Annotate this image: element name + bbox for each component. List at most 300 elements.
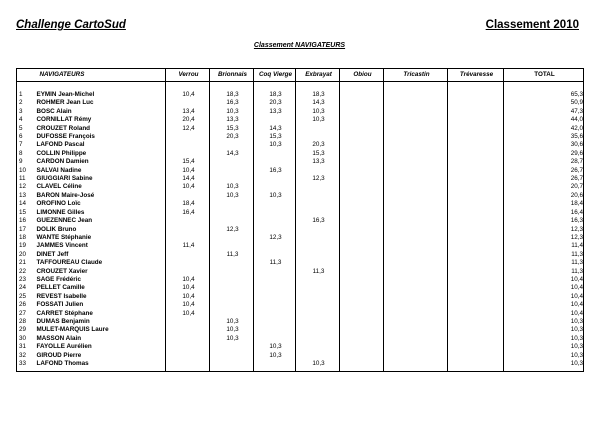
verrou-score: 12,4 <box>166 125 210 133</box>
total-score: 10,4 <box>504 293 584 301</box>
coq-vierge-score: 13,3 <box>254 108 296 116</box>
navigator-name: CROUZET Xavier <box>36 267 88 275</box>
verrou-score <box>166 234 210 242</box>
brionnais-score <box>210 209 254 217</box>
table-row <box>17 301 584 309</box>
brionnais-score: 12,3 <box>210 226 254 234</box>
table-row <box>17 242 584 250</box>
verrou-score: 10,4 <box>166 310 210 318</box>
navigator-name: TAFFOUREAU Claude <box>36 259 103 267</box>
exbrayat-score <box>296 192 340 200</box>
total-score: 10,4 <box>504 310 584 318</box>
verrou-score: 11,4 <box>166 242 210 250</box>
trevaresse-score <box>448 251 504 259</box>
tricastin-score <box>384 226 448 234</box>
trevaresse-score <box>448 335 504 343</box>
navigator-name: GUEZENNEC Jean <box>36 217 93 225</box>
brionnais-score <box>210 259 254 267</box>
rank-cell: 25 <box>17 293 35 301</box>
trevaresse-score <box>448 268 504 276</box>
exbrayat-score <box>296 167 340 175</box>
trevaresse-score <box>448 276 504 284</box>
total-score: 20,7 <box>504 183 584 191</box>
col-header-exbrayat: Exbrayat <box>296 69 340 82</box>
obiou-score <box>340 141 384 149</box>
exbrayat-score: 10,3 <box>296 108 340 116</box>
trevaresse-score <box>448 158 504 166</box>
table-row <box>17 150 584 158</box>
exbrayat-score <box>296 200 340 208</box>
obiou-score <box>340 234 384 242</box>
obiou-score <box>340 335 384 343</box>
total-score: 20,6 <box>504 192 584 200</box>
trevaresse-score <box>448 116 504 124</box>
total-score: 11,3 <box>504 268 584 276</box>
coq-vierge-score <box>254 335 296 343</box>
rank-cell: 26 <box>17 301 35 309</box>
total-score: 47,3 <box>504 108 584 116</box>
total-score: 10,4 <box>504 276 584 284</box>
coq-vierge-score <box>254 200 296 208</box>
navigator-name: PELLET Camille <box>36 284 85 292</box>
table-row <box>17 284 584 292</box>
exbrayat-score <box>296 352 340 360</box>
verrou-score: 16,4 <box>166 209 210 217</box>
brionnais-score: 10,3 <box>210 108 254 116</box>
exbrayat-score: 13,3 <box>296 158 340 166</box>
verrou-score <box>166 326 210 334</box>
coq-vierge-score <box>254 301 296 309</box>
tricastin-score <box>384 175 448 183</box>
exbrayat-score: 10,3 <box>296 116 340 124</box>
rank-cell: 32 <box>17 352 35 360</box>
navigator-name: CARRET Stéphane <box>36 309 93 317</box>
navigator-name: DOLIK Bruno <box>36 225 77 233</box>
rank-cell: 2 <box>17 99 35 107</box>
coq-vierge-score <box>254 268 296 276</box>
coq-vierge-score <box>254 293 296 301</box>
rank-cell: 6 <box>17 133 35 141</box>
rank-cell: 9 <box>17 158 35 166</box>
rank-cell: 22 <box>17 268 35 276</box>
verrou-score: 10,4 <box>166 167 210 175</box>
tricastin-score <box>384 310 448 318</box>
verrou-score <box>166 150 210 158</box>
coq-vierge-score: 18,3 <box>254 91 296 99</box>
total-score: 26,7 <box>504 175 584 183</box>
rank-cell: 16 <box>17 217 35 225</box>
table-row <box>17 268 584 276</box>
brionnais-score <box>210 268 254 276</box>
table-row <box>17 209 584 217</box>
coq-vierge-score <box>254 242 296 250</box>
tricastin-score <box>384 259 448 267</box>
trevaresse-score <box>448 326 504 334</box>
total-score: 11,3 <box>504 259 584 267</box>
col-header-verrou: Verrou <box>166 69 210 82</box>
coq-vierge-score <box>254 310 296 318</box>
table-row <box>17 335 584 343</box>
table-row <box>17 167 584 175</box>
obiou-score <box>340 158 384 166</box>
brionnais-score <box>210 167 254 175</box>
table-row <box>17 200 584 208</box>
obiou-score <box>340 125 384 133</box>
obiou-score <box>340 318 384 326</box>
table-row <box>17 310 584 318</box>
coq-vierge-score <box>254 183 296 191</box>
brionnais-score: 14,3 <box>210 150 254 158</box>
obiou-score <box>340 251 384 259</box>
tricastin-score <box>384 284 448 292</box>
trevaresse-score <box>448 352 504 360</box>
navigator-name: JAMMES Vincent <box>36 242 88 250</box>
table-row <box>17 226 584 234</box>
verrou-score: 10,4 <box>166 284 210 292</box>
navigator-name: OROFINO Loïc <box>36 200 81 208</box>
obiou-score <box>340 343 384 351</box>
tricastin-score <box>384 183 448 191</box>
brionnais-score <box>210 352 254 360</box>
brionnais-score: 11,3 <box>210 251 254 259</box>
col-header-trevaresse: Trévaresse <box>448 69 504 82</box>
table-row <box>17 125 584 133</box>
coq-vierge-score <box>254 276 296 284</box>
obiou-score <box>340 133 384 141</box>
table-row <box>17 158 584 166</box>
col-header-obiou: Obiou <box>340 69 384 82</box>
table-row <box>17 133 584 141</box>
tricastin-score <box>384 242 448 250</box>
col-header-total: TOTAL <box>504 69 584 82</box>
total-score: 50,9 <box>504 99 584 107</box>
rank-cell: 24 <box>17 284 35 292</box>
coq-vierge-score: 10,3 <box>254 192 296 200</box>
obiou-score <box>340 242 384 250</box>
navigator-name: MASSON Alain <box>36 334 82 342</box>
navigator-name: FAYOLLE Aurélien <box>36 343 92 351</box>
table-row <box>17 259 584 267</box>
coq-vierge-score <box>254 360 296 372</box>
trevaresse-score <box>448 310 504 318</box>
tricastin-score <box>384 251 448 259</box>
verrou-score: 20,4 <box>166 116 210 124</box>
verrou-score <box>166 352 210 360</box>
tricastin-score <box>384 301 448 309</box>
total-score: 10,3 <box>504 360 584 372</box>
table-row <box>17 326 584 334</box>
navigator-name: EYMIN Jean-Michel <box>36 91 95 98</box>
brionnais-score <box>210 343 254 351</box>
total-score: 10,3 <box>504 318 584 326</box>
navigator-name: GIROUD Pierre <box>36 351 82 359</box>
tricastin-score <box>384 192 448 200</box>
total-score: 12,3 <box>504 226 584 234</box>
tricastin-score <box>384 108 448 116</box>
navigator-name: BARON Maire-José <box>36 191 95 199</box>
exbrayat-score <box>296 326 340 334</box>
brionnais-score <box>210 293 254 301</box>
tricastin-score <box>384 318 448 326</box>
total-score: 30,6 <box>504 141 584 149</box>
coq-vierge-score: 10,3 <box>254 352 296 360</box>
tricastin-score <box>384 158 448 166</box>
brionnais-score <box>210 175 254 183</box>
exbrayat-score <box>296 183 340 191</box>
table-row <box>17 352 584 360</box>
table-row <box>17 108 584 116</box>
rank-cell: 8 <box>17 150 35 158</box>
verrou-score: 10,4 <box>166 276 210 284</box>
verrou-score <box>166 335 210 343</box>
tricastin-score <box>384 335 448 343</box>
tricastin-score <box>384 200 448 208</box>
coq-vierge-score: 20,3 <box>254 99 296 107</box>
col-header-coq-vierge: Coq Vierge <box>254 69 296 82</box>
tricastin-score <box>384 268 448 276</box>
exbrayat-score <box>296 226 340 234</box>
verrou-score <box>166 318 210 326</box>
total-score: 28,7 <box>504 158 584 166</box>
table-row <box>17 183 584 191</box>
total-score: 10,3 <box>504 343 584 351</box>
exbrayat-score <box>296 234 340 242</box>
brionnais-score: 10,3 <box>210 326 254 334</box>
navigator-name: LAFOND Thomas <box>35 360 166 372</box>
trevaresse-score <box>448 192 504 200</box>
tricastin-score <box>384 343 448 351</box>
coq-vierge-score: 14,3 <box>254 125 296 133</box>
total-score: 10,4 <box>504 284 584 292</box>
spacer-row <box>17 82 584 92</box>
rank-cell: 29 <box>17 326 35 334</box>
brionnais-score: 10,3 <box>210 318 254 326</box>
navigator-name: FOSSATI Julien <box>36 301 84 309</box>
navigator-name: CARDON Damien <box>36 158 89 166</box>
exbrayat-score <box>296 251 340 259</box>
obiou-score <box>340 192 384 200</box>
brionnais-score <box>210 310 254 318</box>
exbrayat-score <box>296 133 340 141</box>
brionnais-score <box>210 200 254 208</box>
rank-cell: 15 <box>17 209 35 217</box>
exbrayat-score <box>296 284 340 292</box>
ranking-subtitle <box>0 42 599 49</box>
rank-cell: 20 <box>17 251 35 259</box>
col-header-tricastin: Tricastin <box>384 69 448 82</box>
verrou-score <box>166 343 210 351</box>
brionnais-score: 13,3 <box>210 116 254 124</box>
exbrayat-score <box>296 335 340 343</box>
obiou-score <box>340 360 384 372</box>
brionnais-score: 20,3 <box>210 133 254 141</box>
total-score: 29,6 <box>504 150 584 158</box>
trevaresse-score <box>448 200 504 208</box>
tricastin-score <box>384 99 448 107</box>
exbrayat-score: 14,3 <box>296 99 340 107</box>
trevaresse-score <box>448 217 504 225</box>
brionnais-score <box>210 284 254 292</box>
rank-cell: 13 <box>17 192 35 200</box>
rank-cell: 23 <box>17 276 35 284</box>
tricastin-score <box>384 133 448 141</box>
navigator-name: SALVAI Nadine <box>36 166 82 174</box>
coq-vierge-score <box>254 150 296 158</box>
obiou-score <box>340 91 384 99</box>
verrou-score <box>166 259 210 267</box>
coq-vierge-score: 10,3 <box>254 141 296 149</box>
col-header-navigators: NAVIGATEURS <box>35 69 166 82</box>
exbrayat-score <box>296 318 340 326</box>
table-row <box>17 91 584 99</box>
rank-cell: 5 <box>17 125 35 133</box>
trevaresse-score <box>448 125 504 133</box>
brionnais-score <box>210 234 254 242</box>
trevaresse-score <box>448 209 504 217</box>
coq-vierge-score <box>254 209 296 217</box>
rank-cell: 28 <box>17 318 35 326</box>
trevaresse-score <box>448 301 504 309</box>
navigator-name: CORNILLAT Rémy <box>36 116 92 124</box>
tricastin-score <box>384 167 448 175</box>
exbrayat-score: 18,3 <box>296 91 340 99</box>
ranking-subtitle-text: Classement NAVIGATEURS <box>253 42 346 49</box>
coq-vierge-score <box>254 116 296 124</box>
rank-cell: 10 <box>17 167 35 175</box>
trevaresse-score <box>448 234 504 242</box>
rank-cell: 21 <box>17 259 35 267</box>
obiou-score <box>340 259 384 267</box>
coq-vierge-score <box>254 226 296 234</box>
navigator-name: CROUZET Roland <box>36 124 91 132</box>
coq-vierge-score <box>254 284 296 292</box>
tricastin-score <box>384 352 448 360</box>
navigator-name: DUMAS Benjamin <box>36 317 90 325</box>
brionnais-score <box>210 242 254 250</box>
verrou-score <box>166 141 210 149</box>
total-score: 18,4 <box>504 200 584 208</box>
navigator-name: CLAVEL Céline <box>36 183 82 191</box>
tricastin-score <box>384 217 448 225</box>
ranking-table <box>16 68 584 372</box>
trevaresse-score <box>448 183 504 191</box>
exbrayat-score: 16,3 <box>296 217 340 225</box>
obiou-score <box>340 116 384 124</box>
verrou-score <box>166 360 210 372</box>
trevaresse-score <box>448 242 504 250</box>
obiou-score <box>340 200 384 208</box>
navigator-name: DUFOSSE François <box>36 133 95 141</box>
verrou-score: 13,4 <box>166 108 210 116</box>
table-row <box>17 318 584 326</box>
document-title: Challenge CartoSud <box>16 19 126 31</box>
coq-vierge-score: 15,3 <box>254 133 296 141</box>
table-row <box>17 251 584 259</box>
coq-vierge-score <box>254 175 296 183</box>
rank-cell: 3 <box>17 108 35 116</box>
verrou-score <box>166 226 210 234</box>
obiou-score <box>340 326 384 334</box>
obiou-score <box>340 226 384 234</box>
tricastin-score <box>384 209 448 217</box>
rank-cell: 11 <box>17 175 35 183</box>
coq-vierge-score <box>254 326 296 334</box>
total-score: 42,0 <box>504 125 584 133</box>
brionnais-score <box>210 158 254 166</box>
total-score: 11,3 <box>504 251 584 259</box>
navigator-name: DINET Jeff <box>36 250 69 258</box>
table-row <box>17 116 584 124</box>
exbrayat-score <box>296 301 340 309</box>
tricastin-score <box>384 91 448 99</box>
brionnais-score: 15,3 <box>210 125 254 133</box>
trevaresse-score <box>448 226 504 234</box>
tricastin-score <box>384 234 448 242</box>
verrou-score <box>166 192 210 200</box>
tricastin-score <box>384 141 448 149</box>
trevaresse-score <box>448 175 504 183</box>
brionnais-score: 18,3 <box>210 91 254 99</box>
coq-vierge-score <box>254 318 296 326</box>
rank-cell: 7 <box>17 141 35 149</box>
exbrayat-score: 15,3 <box>296 150 340 158</box>
rank-cell: 17 <box>17 226 35 234</box>
exbrayat-score <box>296 125 340 133</box>
exbrayat-score <box>296 209 340 217</box>
rank-cell: 31 <box>17 343 35 351</box>
obiou-score <box>340 268 384 276</box>
rank-cell: 14 <box>17 200 35 208</box>
navigator-name: ROHMER Jean Luc <box>36 99 94 107</box>
exbrayat-score <box>296 343 340 351</box>
rank-cell: 27 <box>17 310 35 318</box>
total-score: 12,3 <box>504 234 584 242</box>
table-row <box>17 293 584 301</box>
navigator-name: LIMONNE Gilles <box>36 208 85 216</box>
col-header-brionnais: Brionnais <box>210 69 254 82</box>
exbrayat-score: 12,3 <box>296 175 340 183</box>
obiou-score <box>340 352 384 360</box>
trevaresse-score <box>448 293 504 301</box>
navigator-name: COLLIN Philippe <box>36 149 87 157</box>
coq-vierge-score <box>254 251 296 259</box>
navigator-name: GIUGGIARI Sabine <box>36 175 93 183</box>
trevaresse-score <box>448 343 504 351</box>
trevaresse-score <box>448 259 504 267</box>
total-score: 10,4 <box>504 301 584 309</box>
coq-vierge-score: 16,3 <box>254 167 296 175</box>
verrou-score: 10,4 <box>166 301 210 309</box>
total-score: 10,3 <box>504 352 584 360</box>
trevaresse-score <box>448 284 504 292</box>
navigator-name: SAGE Frédéric <box>36 275 81 283</box>
brionnais-score <box>210 360 254 372</box>
verrou-score: 18,4 <box>166 200 210 208</box>
obiou-score <box>340 209 384 217</box>
obiou-score <box>340 217 384 225</box>
obiou-score <box>340 150 384 158</box>
total-score: 11,4 <box>504 242 584 250</box>
rank-cell: 33 <box>17 360 35 372</box>
rank-cell: 12 <box>17 183 35 191</box>
trevaresse-score <box>448 150 504 158</box>
navigator-name: REVEST Isabelle <box>36 292 87 300</box>
trevaresse-score <box>448 318 504 326</box>
rank-cell: 19 <box>17 242 35 250</box>
brionnais-score: 10,3 <box>210 192 254 200</box>
total-score: 10,3 <box>504 326 584 334</box>
navigator-name: WANTE Stéphanie <box>36 233 92 241</box>
